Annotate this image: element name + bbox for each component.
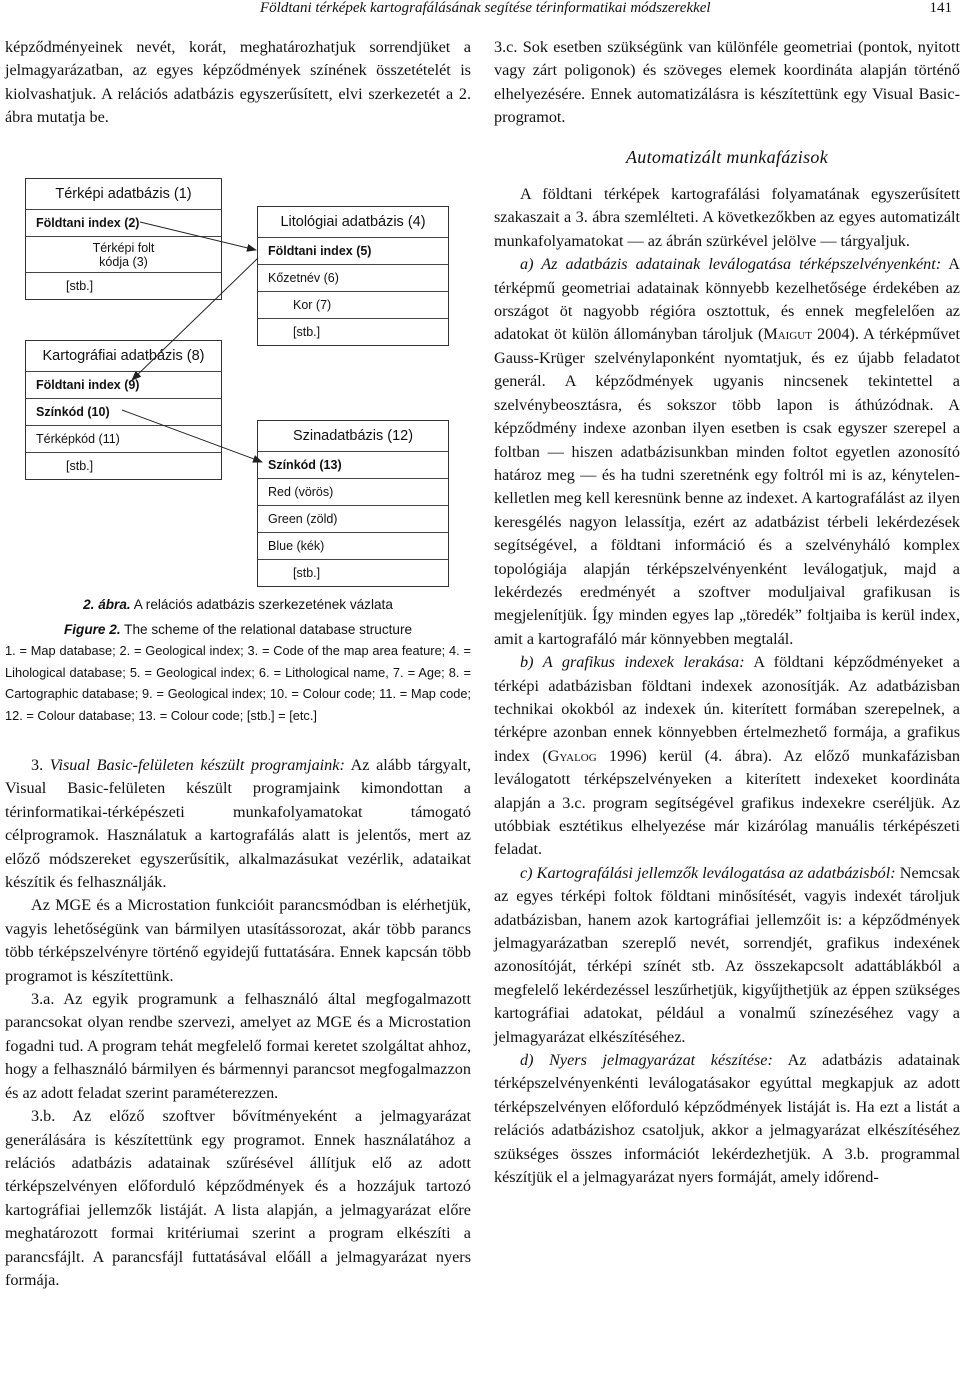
caption-en-text: The scheme of the relational database structure (124, 622, 413, 637)
box-row: Red (vörös) (258, 478, 448, 505)
caption-hungarian (5, 594, 471, 615)
right-column (494, 36, 960, 1190)
caption-key: 1. = Map database; 2. = Geological index; 3. = Code of the map area feature; 4. = Lihological database; 5. = Geological index; 6. = Lithological name, 7. = Age; 8. = Cartographic database; 9. = Geological index; 10. = Colour code; 11. = Map code; 12. = Colour database; 13. = Colour code; [stb.] = [etc.] (5, 643, 471, 723)
figure-caption (5, 594, 471, 726)
para-text: Az adatbázis adatainak térképszelvényenkénti leválogatásakor egyúttal megkapjuk az adott térképszelvényen előforduló képződmények listáját is. Ha ezt a listát a relációs adatbázishoz csatoljuk, akkor a jelmagyarázat elkészítéséhez szükséges összes információt lekérdezhetjük. A 3.b. programmal készítjük el a jelmagyarázat nyers formáját, amely időrend- (494, 1051, 960, 1187)
box-row: [stb.] (26, 272, 221, 299)
page-number: 141 (929, 0, 952, 16)
right-paragraph-c (494, 862, 960, 1049)
caption-hu-text: A relációs adatbázis szerkezetének vázlata (133, 597, 393, 612)
section-heading: Automatizált munkafázisok (626, 146, 828, 167)
box-title: Kartográfiai adatbázis (8) (42, 348, 205, 364)
para-text: A térképmű geometriai adatainak könnyebb kezelhetősége érdekében az országot öt nagyobb régióra osztottuk, és ennek megfelelően az adatokat öt külön állományban tároljuk ( (494, 255, 960, 344)
box-row: Kor (7) (258, 291, 448, 318)
box-row: Kőzetnév (6) (258, 264, 448, 291)
para-text: Az alább tárgyalt, Visual Basic-felületen készült programjaink kimondottan a térinformatikai-térképészeti munkafolyamatokat támogató célprogramok. Használatuk a kartografálás alatt is jelentős, mert az előző módszereket egyszerűsítik, alkalmazásukat vezérlik, adataikat készítik és felhasználják. (5, 756, 471, 892)
para-italic-head: b) A grafikus indexek lerakása: (520, 653, 745, 672)
box-row: Színkód (10) (26, 398, 221, 425)
box-row: [stb.] (258, 318, 448, 345)
left-column-bottom (5, 754, 471, 1292)
arrow-colourcode-to-colour (122, 410, 262, 462)
para-italic-head: c) Kartografálási jellemzők leválogatása az adatbázisból: (520, 863, 896, 882)
right-paragraph-b (494, 651, 960, 862)
running-head (0, 0, 960, 22)
right-paragraph-d (494, 1049, 960, 1189)
left-paragraph-mge: Az MGE és a Microstation funkcióit parancsmódban is elérhetjük, vagyis lehetőségünk van bármilyen utasítássorozat, akár több parancs több térképszelvényre történő egyidejű futtatására. Ennek kapcsán több programot is készítettünk. (5, 896, 471, 985)
right-paragraph-a (494, 253, 960, 651)
box-row: Térképkód (11) (26, 425, 221, 452)
citation-author: Gyalog (547, 746, 597, 765)
box-row: Földtani index (5) (258, 237, 448, 264)
box-row: [stb.] (258, 559, 448, 586)
para-text: Nemcsak az egyes térképi foltok földtani minősítését, vagyis indexét tároljuk adatbázisban, hanem azok kartográfiai jellemzőit is: a képződmények jelmagyarázatban szereplő nevét, sorrendjét, grafikus indexének azonosítóját, térképi színét stb. Az összekapcsolt adattáblákból a megfelelő lekérdezéssel leszűrhetjük, kigyűjthetjük az éppen szükséges kartográfiai adatokat, például a vonalmű színezéséhez vagy a jelmagyarázat elkészítéséhez. (494, 863, 960, 1046)
right-paragraph-3c: 3.c. Sok esetben szükségünk van különféle geometriai (pontok, nyitott vagy zárt poligonok) és szöveges elemek koordináta alapján történő elhelyezésére. Ennek automatizálásra is készítettünk egy Visual Basic-programot. (494, 38, 960, 127)
arrow-index-to-lithology (140, 222, 256, 250)
box-title: Litológiai adatbázis (4) (280, 214, 426, 230)
para-lead: 3. (31, 756, 50, 774)
left-paragraph-3b: 3.b. Az előző szoftver bővítményeként a jelmagyarázat generálására is készítettünk egy programot. Ennek használatához a relációs adatbázis adatainak szűrésével állítjuk elő az adott térképszelvényen előforduló képződmények és a hozzájuk tartozó kartográfiai jellemzők listáját. A lista alapján, a jelmagyarázat előre meghatározott formai kritériumai szerint a program elkészíti a parancsfájlt. A parancsfájl futtatásával előáll a jelmagyarázat nyers formája. (5, 1107, 471, 1289)
arrow-lithology-to-cartographic (132, 258, 258, 380)
left-paragraph-intro: képződményeinek nevét, korát, meghatározhatjuk sorrendjüket a jelmagyarázatban, az egyes képződmények színének összetételét is kiolvashatjuk. A relációs adatbázis egyszerűsített, elvi szerkezetét a 2. ábra mutatja be. (5, 38, 471, 127)
para-italic-head: Visual Basic-felületen készült programjaink: (49, 756, 345, 774)
caption-en-label: Figure 2. (63, 622, 121, 637)
box-row: Földtani index (9) (26, 371, 221, 398)
box-row: Földtani index (2) (26, 209, 221, 236)
caption-hu-label: 2. ábra. (83, 597, 131, 612)
running-head-title: Földtani térképek kartografálásának segítése térinformatikai módszerekkel (260, 0, 711, 16)
para-italic-head: d) Nyers jelmagyarázat készítése: (520, 1051, 773, 1070)
box-row: Green (zöld) (258, 505, 448, 532)
caption-english (5, 619, 471, 640)
box-row: Blue (kék) (258, 532, 448, 559)
figure-2-diagram (0, 170, 470, 590)
box-row-line: Térképi folt (92, 240, 155, 255)
right-paragraph-intro: A földtani térképek kartografálási folyamatának egyszerűsített szakaszait a 3. ábra szemlélteti. A következőkben az egyes automatizált munkafolyamatokat — az ábrán szürkével jelölve — tárgyaljuk. (494, 185, 960, 250)
box-title: Szinadatbázis (12) (292, 428, 414, 444)
relation-arrows (0, 170, 470, 590)
left-paragraph-3a: 3.a. Az egyik programunk a felhasználó által megfogalmazott parancsokat olyan rendbe szervezi, amelyet az MGE és a Microstation fogadni tud. A program tehát megfelelő formai keretet szolgáltat ahhoz, hogy a felhasználó bármilyen és bármennyi parancsot megfogalmazzon és az adott feladat szerint paraméterezzen. (5, 990, 471, 1102)
para-text: A földtani képződményeket a térképi adatbázisban földtani indexek azonosítják. Az adatbázisban technikai okokból az indexek ún. kiterített formában szerepelnek, a térképre azonban ennek könnyebben értelmezhető formája, a grafikus index ( (494, 653, 960, 765)
left-paragraph-3 (5, 754, 471, 894)
para-italic-head: a) Az adatbázis adatainak leválogatása térképszelvényenként: (520, 255, 942, 274)
left-column-top (5, 36, 471, 130)
box-title: Térképi adatbázis (1) (55, 186, 192, 202)
para-text: 1996) kerül (4. ábra). Az előző munkafázisban leválogatott térképszelvényeken a kiterített indexeket koordináta alapján a 3.c. program segítségével grafikus indexekre cseréljük. Az utóbbiak esztétikus elhelyezése már kizárólag manuális térképészeti feladat. (494, 746, 960, 859)
box-row: [stb.] (26, 452, 221, 479)
box-row: Színkód (13) (258, 451, 448, 478)
para-text: 2004). A térképművet Gauss-Krüger szelvénylaponként nyomtatjuk, és ez újabb feladatot generál. A képződmények ugyanis nincsenek tekintettel a szelvénybeosztásra, és sokszor több lapon is áthúzódnak. A képződmény indexe azonban ilyen esetben is csak egyszer szerepel a foltban — hiszen adatbázisunkban minden foltot egyetlen azonosító határoz meg — és ha tudni szeretnénk egy foltról mi is az, kénytelen-kelletlen meg kell keresnünk benne az indexet. A kartografálást az ilyen keresgélés nagyon lelassítja, ezért az adatbázist térbeli lekérdezések segítségével, a földtani információ és a szelvényháló komplex topológiája alapján térképszelvényenként leválogatjuk, majd a lekérdezés eredményét a szoftver moduljaival grafikusan is megjelenítjük. Így minden egyes lap „töredék” foltjaiba is kerül index, amit a kartografáló már könnyebben megtalál. (494, 325, 960, 648)
box-row-line: kódja (3) (99, 254, 148, 269)
citation-author: Maigut (763, 325, 812, 344)
